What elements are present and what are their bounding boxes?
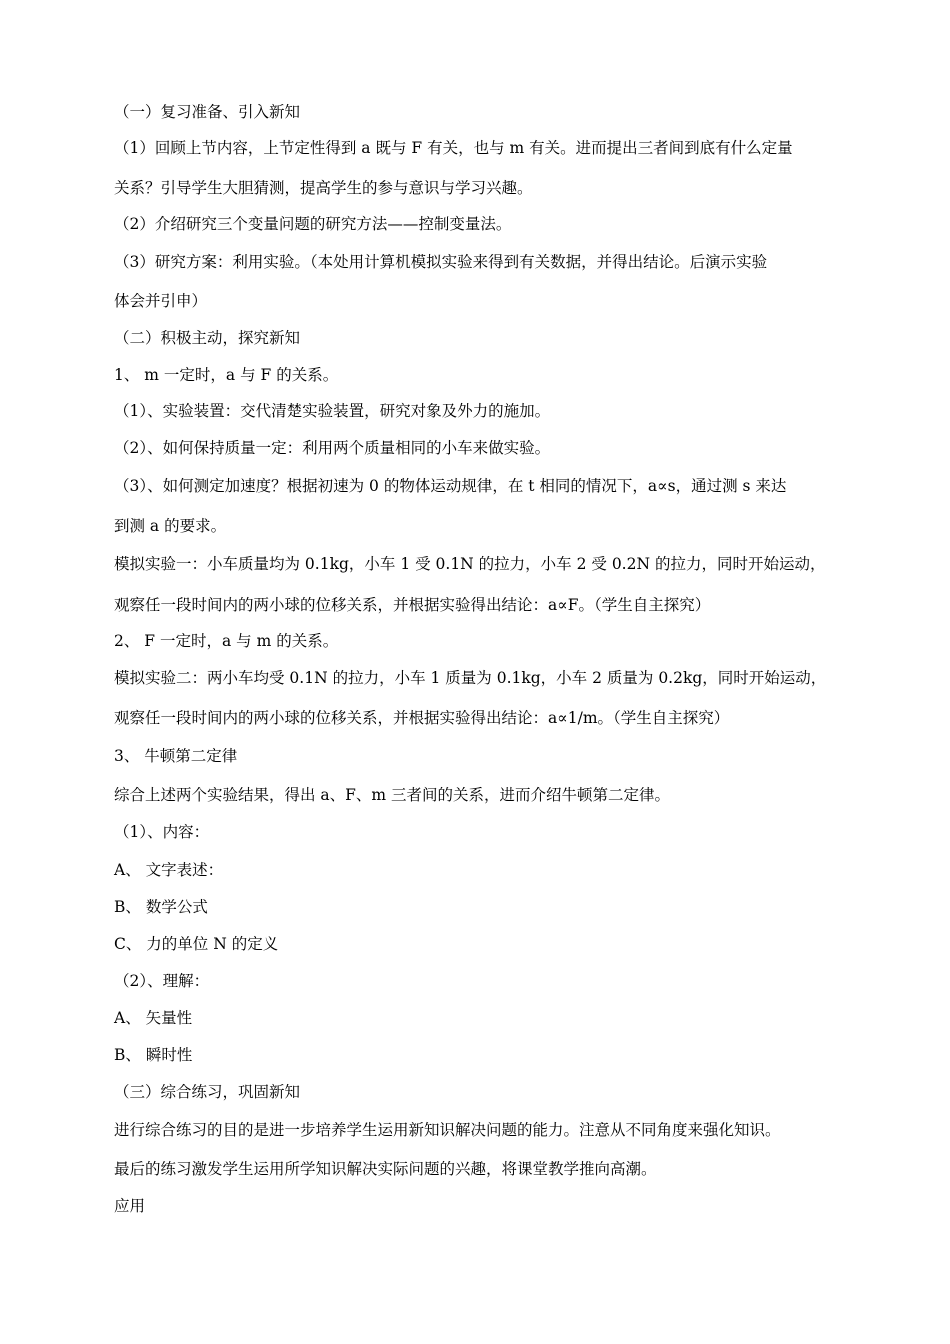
paragraph-line: 到测 a 的要求。	[114, 517, 227, 535]
paragraph-line: （2）、如何保持质量一定：利用两个质量相同的小车来做实验。	[114, 439, 551, 457]
list-item: B、 瞬时性	[114, 1046, 193, 1064]
section-heading-1: （一）复习准备、引入新知	[114, 103, 301, 121]
paragraph-line: 观察任一段时间内的两小球的位移关系，并根据实验得出结论：a∝1/m。（学生自主探究）	[114, 709, 730, 727]
paragraph-line: （1）、实验装置：交代清楚实验装置，研究对象及外力的施加。	[114, 402, 551, 420]
paragraph-line: 进行综合练习的目的是进一步培养学生运用新知识解决问题的能力。注意从不同角度来强化知识。	[114, 1121, 781, 1139]
section-heading-2: （二）积极主动，探究新知	[114, 329, 301, 347]
subsection-heading: 1、 m 一定时，a 与 F 的关系。	[114, 366, 339, 384]
paragraph-line: （2）介绍研究三个变量问题的研究方法——控制变量法。	[114, 215, 512, 233]
list-item: B、 数学公式	[114, 898, 208, 916]
list-item: （1）、内容：	[114, 823, 210, 841]
paragraph-line: 体会并引申）	[114, 292, 208, 310]
paragraph-line: （1）回顾上节内容，上节定性得到 a 既与 F 有关，也与 m 有关。进而提出三者间到底有什么定量	[114, 139, 793, 157]
paragraph-line: 综合上述两个实验结果，得出 a、F、m 三者间的关系，进而介绍牛顿第二定律。	[114, 786, 671, 804]
paragraph-line: 应用	[114, 1197, 146, 1215]
paragraph-line: 模拟实验二：两小车均受 0.1N 的拉力，小车 1 质量为 0.1kg，小车 2 质量为 0.2kg，同时开始运动，	[114, 669, 827, 687]
paragraph-line: 最后的练习激发学生运用所学知识解决实际问题的兴趣，将课堂教学推向高潮。	[114, 1160, 657, 1178]
subsection-heading: 2、 F 一定时，a 与 m 的关系。	[114, 632, 339, 650]
list-item: A、 文字表述：	[114, 861, 224, 879]
section-heading-3: （三）综合练习，巩固新知	[114, 1083, 301, 1101]
subsection-heading: 3、 牛顿第二定律	[114, 747, 238, 765]
paragraph-line: 模拟实验一：小车质量均为 0.1kg，小车 1 受 0.1N 的拉力，小车 2 受 0.2N 的拉力，同时开始运动，	[114, 555, 826, 573]
paragraph-line: 观察任一段时间内的两小球的位移关系，并根据实验得出结论：a∝F。（学生自主探究）	[114, 596, 711, 614]
list-item: A、 矢量性	[114, 1009, 193, 1027]
paragraph-line: 关系？引导学生大胆猜测，提高学生的参与意识与学习兴趣。	[114, 179, 533, 197]
paragraph-line: （3）研究方案：利用实验。（本处用计算机模拟实验来得到有关数据，并得出结论。后演示实验	[114, 253, 768, 271]
list-item: C、 力的单位 N 的定义	[114, 935, 279, 953]
list-item: （2）、理解：	[114, 972, 210, 990]
paragraph-line: （3）、如何测定加速度？根据初速为 0 的物体运动规律，在 t 相同的情况下，a∝s，通过测 s 来达	[114, 477, 787, 495]
